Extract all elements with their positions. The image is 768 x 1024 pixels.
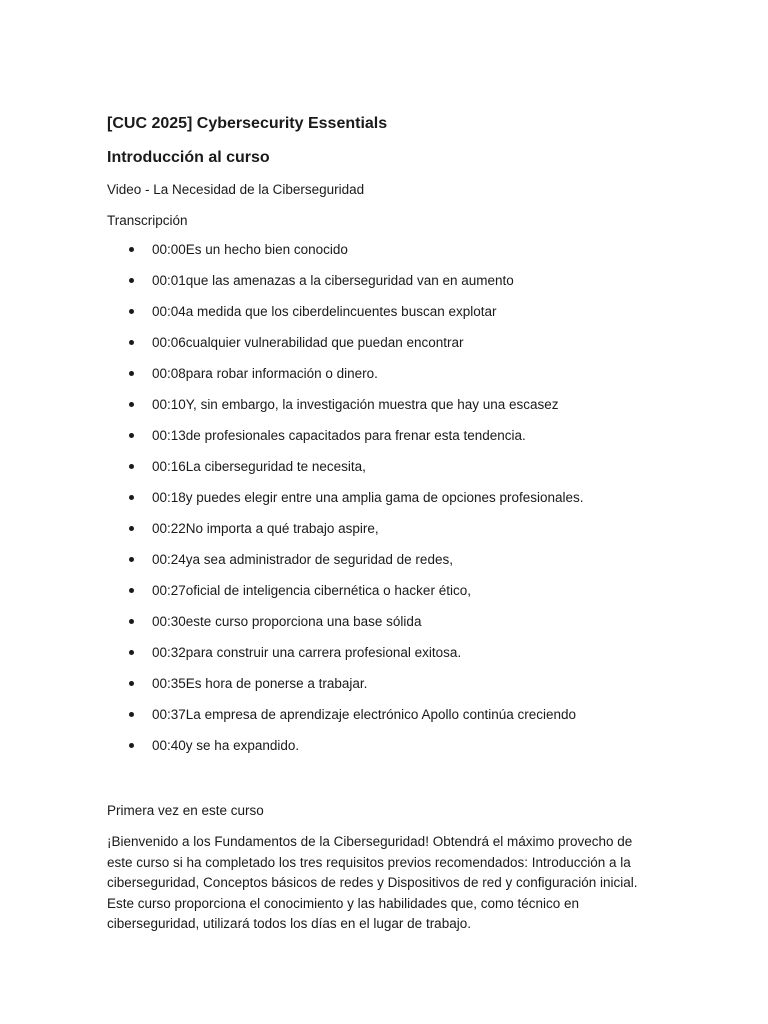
bullet-icon <box>129 464 134 469</box>
timestamp: 00:24 <box>152 552 186 567</box>
document-page <box>107 112 647 935</box>
video-title: Video - La Necesidad de la Ciberseguridad <box>107 182 365 197</box>
timestamp: 00:37 <box>152 707 186 722</box>
caption-text: para robar información o dinero. <box>185 366 378 381</box>
caption-text: de profesionales capacitados para frenar esta tendencia. <box>185 428 526 443</box>
timestamp: 00:22 <box>152 521 186 536</box>
timestamp: 00:04 <box>152 304 186 319</box>
caption-text: Es hora de ponerse a trabajar. <box>185 676 368 691</box>
bullet-icon <box>129 743 134 748</box>
caption-text: Es un hecho bien conocido <box>185 242 348 257</box>
timestamp: 00:30 <box>152 614 186 629</box>
timestamp: 00:01 <box>152 273 186 288</box>
timestamp: 00:16 <box>152 459 186 474</box>
bullet-icon <box>129 340 134 345</box>
first-time-label: Primera vez en este curso <box>107 803 264 818</box>
transcript-item <box>107 457 647 488</box>
welcome-line: este curso si ha completado los tres requisitos previos recomendados: Introducción a la <box>107 854 631 870</box>
transcript-item <box>107 333 647 364</box>
bullet-icon <box>129 278 134 283</box>
caption-text: No importa a qué trabajo aspire, <box>185 521 379 536</box>
transcript-list <box>107 240 647 767</box>
bullet-icon <box>129 681 134 686</box>
bullet-icon <box>129 371 134 376</box>
caption-text: que las amenazas a la ciberseguridad van en aumento <box>185 273 514 288</box>
caption-text: a medida que los ciberdelincuentes buscan explotar <box>185 304 497 319</box>
caption-text: oficial de inteligencia cibernética o hacker ético, <box>185 583 471 598</box>
bullet-icon <box>129 402 134 407</box>
caption-text: este curso proporciona una base sólida <box>185 614 422 629</box>
timestamp: 00:18 <box>152 490 186 505</box>
bullet-icon <box>129 247 134 252</box>
transcript-item <box>107 488 647 519</box>
bullet-icon <box>129 433 134 438</box>
timestamp: 00:08 <box>152 366 186 381</box>
transcript-item <box>107 674 647 705</box>
timestamp: 00:32 <box>152 645 186 660</box>
welcome-line: ciberseguridad, utilizará todos los días en el lugar de trabajo. <box>107 916 471 932</box>
caption-text: y puedes elegir entre una amplia gama de opciones profesionales. <box>185 490 584 505</box>
bullet-icon <box>129 712 134 717</box>
welcome-paragraph <box>107 832 647 935</box>
transcript-item <box>107 643 647 674</box>
bullet-icon <box>129 650 134 655</box>
transcript-item <box>107 271 647 302</box>
timestamp: 00:35 <box>152 676 186 691</box>
bullet-icon <box>129 619 134 624</box>
transcript-item <box>107 426 647 457</box>
timestamp: 00:13 <box>152 428 186 443</box>
transcript-item <box>107 736 647 767</box>
timestamp: 00:27 <box>152 583 186 598</box>
transcript-item <box>107 364 647 395</box>
welcome-line: ¡Bienvenido a los Fundamentos de la Ciberseguridad! Obtendrá el máximo provecho de <box>107 834 633 849</box>
caption-text: y se ha expandido. <box>185 738 300 753</box>
transcript-item <box>107 581 647 612</box>
timestamp: 00:40 <box>152 738 186 753</box>
bullet-icon <box>129 588 134 593</box>
welcome-line: Este curso proporciona el conocimiento y las habilidades que, como técnico en <box>107 895 580 911</box>
transcript-item <box>107 240 647 271</box>
section-title: Introducción al curso <box>107 149 270 166</box>
transcript-item <box>107 612 647 643</box>
bullet-icon <box>129 309 134 314</box>
timestamp: 00:00 <box>152 242 186 257</box>
transcript-item <box>107 302 647 333</box>
transcript-label: Transcripción <box>107 213 188 228</box>
caption-text: para construir una carrera profesional exitosa. <box>185 645 462 660</box>
timestamp: 00:06 <box>152 335 186 350</box>
transcript-item <box>107 395 647 426</box>
bullet-icon <box>129 495 134 500</box>
bullet-icon <box>129 557 134 562</box>
course-title: [CUC 2025] Cybersecurity Essentials <box>107 115 388 132</box>
timestamp: 00:10 <box>152 397 186 412</box>
caption-text: cualquier vulnerabilidad que puedan encontrar <box>185 335 464 350</box>
welcome-line: ciberseguridad, Conceptos básicos de redes y Dispositivos de red y configuración inicial. <box>107 875 638 891</box>
caption-text: ya sea administrador de seguridad de redes, <box>185 552 453 567</box>
caption-text: Y, sin embargo, la investigación muestra que hay una escasez <box>185 397 559 412</box>
transcript-item <box>107 550 647 581</box>
bullet-icon <box>129 526 134 531</box>
transcript-item <box>107 705 647 736</box>
caption-text: La ciberseguridad te necesita, <box>185 459 366 474</box>
transcript-item <box>107 519 647 550</box>
caption-text: La empresa de aprendizaje electrónico Apollo continúa creciendo <box>185 707 577 722</box>
